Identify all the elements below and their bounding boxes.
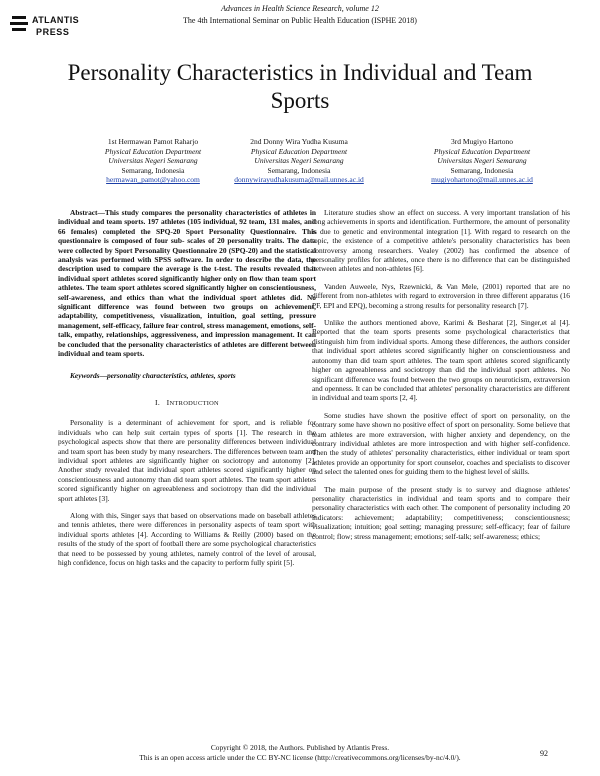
- author-name: 3rd Mugiyo Hartono: [450, 137, 514, 146]
- author-city: Semarang, Indonesia: [121, 165, 185, 175]
- logo-text-line2: PRESS: [36, 27, 70, 37]
- author-university: Universitas Negeri Semarang: [254, 156, 344, 166]
- author-block-1: [73, 137, 233, 185]
- author-university: Universitas Negeri Semarang: [108, 156, 198, 166]
- paper-title: Personality Characteristics in Individual and Team Sports: [67, 60, 533, 113]
- journal-header: Advances in Health Science Research, volume 12: [221, 4, 379, 13]
- footer-license: This is an open access article under the CC BY-NC license (http://creativecommons.org/licenses/by-nc/4.0/).: [139, 753, 461, 762]
- page-number: 92: [540, 749, 548, 758]
- keywords: Keywords—personality characteristics, athletes, sports: [70, 370, 236, 380]
- author-university: Universitas Negeri Semarang: [437, 156, 527, 166]
- author-email-link[interactable]: mugiyohartono@mail.unnes.ac.id: [431, 175, 533, 185]
- abstract: Abstract—This study compares the personality characteristics of athletes in individual and team sports. 197 athletes (105 individual, 92 team, 131 males, and 66 females) completed the SPQ-20 Sport Personality Questionnaire. This questionnaire is composed of four sub- scales of 20 personality traits. The data were collected by Sport Personality Questionnaire 20 (SPQ-20) and the statistical analysis was performed with SPSS software. In order to describe the data, the description used to compare the average is the t-test. The results revealed that individual sport athletes scored significantly higher only on flow than team sport athletes. The team sport athletes scored significantly higher on conscientiousness, self-awareness, and ethics than what the individual sport athletes did. No significant difference was found between two groups on achievement, adaptability, competitiveness, visualization, intuition, goal setting, pressure management, self-efficacy, failure fear control, stress management, emotions, self-talk, empathy, relationships, aggressiveness, and impression management. It can be concluded that the personality characteristics of athletes are different between individual and team sports.: [58, 208, 316, 359]
- section-heading-introduction: [58, 398, 316, 408]
- body-paragraph: The main purpose of the present study is to survey and diagnose athletes' personality characteristics in individual and team sports and to compare their personality characteristics with each other. The component of personality including 20 indicators: achievement; adaptability; competitiveness; conscientiousness; visualization; intuition; goal setting; managing pressure; self-efficacy; fear of failure control; flow; stress management; emotions; self-talk; self-awareness; ethics;: [312, 484, 570, 541]
- body-paragraph: Unlike the authors mentioned above, Karimi & Besharat [2], Singer,et al [4]. Reported that the team sports presents some psychological characteristics that distinguish him from individual sports. Among these differences, the authors consider that individual sport athletes scored significantly higher on conscientiousness and autonomy than did team sport athletes. The team sport athletes scored significantly higher on agreeableness and sociotropy than did the individual sport athletes. No significant difference was found between the two groups on neuroticism, extraversion and openness. It can be concluded that athletes' personality characteristics are different in individual and team sports [2, 4].: [312, 318, 570, 403]
- body-paragraph: Personality is a determinant of achievement for sport, and is reliable for individuals who can help suit certain types of sports [1]. The research in the psychological aspects show that there are personality differences between individual and team sport has been study by many researchers. The differences between team and individual sport athletes are significantly higher on sociotropy and autonomy [2]. Another study revealed that individual sport athletes scored significantly higher on conscientiousness and autonomy than did team sport athletes. The team sport athletes scored significantly higher on agreeableness and sociotropy than did the individual sport athletes [3].: [58, 418, 316, 503]
- author-name: 2nd Donny Wira Yudha Kusuma: [250, 137, 348, 146]
- author-city: Semarang, Indonesia: [450, 165, 514, 175]
- footer-copyright: Copyright © 2018, the Authors. Published by Atlantis Press.: [210, 743, 390, 752]
- author-block-3: [402, 137, 562, 185]
- body-paragraph: Literature studies show an effect on success. A very important translation of his long achievements in sports and identification. Furthermore, the amount of personality is due to genetic and environmental integration [1]. With regard to research on the topic, the existence of a competitive athlete's personality characteristics has been controversy among researchers. Vealey (2002) has confirmed the absence of personality profiles for athletes, once there is no difference that can be distinguished between athletes and non-athletes [6].: [312, 208, 570, 274]
- author-block-2: [219, 137, 379, 185]
- body-paragraph: Vanden Auweele, Nys, Rzewnicki, & Van Mele, (2001) reported that are no different from non-athletes with regard to extroversion in three different apparatus (16 PF, EPI and EPQ), becoming a strong results for personality research [7].: [312, 281, 570, 310]
- author-department: Physical Education Department: [250, 146, 348, 156]
- author-city: Semarang, Indonesia: [267, 165, 331, 175]
- author-email-link[interactable]: donnywirayudhakusuma@mail.unnes.ac.id: [234, 175, 364, 185]
- right-column: [312, 208, 570, 541]
- conference-header: The 4th International Seminar on Public Health Education (ISPHE 2018): [183, 16, 417, 25]
- section-title-rest: NTRODUCTION: [169, 399, 219, 407]
- author-department: Physical Education Department: [104, 146, 202, 156]
- section-number: I.: [155, 397, 161, 407]
- logo-text-line1: ATLANTIS: [32, 15, 80, 25]
- section-title-initial: I: [166, 397, 170, 407]
- author-email-link[interactable]: hermawan_pamot@yahoo.com: [106, 175, 200, 185]
- left-column: [58, 208, 316, 567]
- body-paragraph: Some studies have shown the positive effect of sport on personality, on the contrary some have shown no positive effect of sport on personality. Some believe that team athletes are more extraversion, with higher anxiety and dependency, on the contrary individual athletes are more introspection and with higher self-confidence. Then the study of athletes' personality characteristics, either individual or team sport athletes provide an opportunity for sport counselor, coaches and specialists to discover and select the talented ones for guiding them to the highest level of skills.: [312, 410, 570, 477]
- body-paragraph: Along with this, Singer says that based on observations made on baseball athletes and tennis athletes, there were differences in personality aspects of team sport with individual sports athletes [4]. According to Williams & Reilly (2000) based on the results of the study of the sport of football there are some psychological characteristics that need to be possessed by young athletes, namely control of the level of arousal, high confidence, focus on high tasks and the capacity to perform fully spirit [5].: [58, 510, 316, 567]
- author-name: 1st Hermawan Pamot Raharjo: [107, 137, 199, 146]
- author-department: Physical Education Department: [433, 146, 531, 156]
